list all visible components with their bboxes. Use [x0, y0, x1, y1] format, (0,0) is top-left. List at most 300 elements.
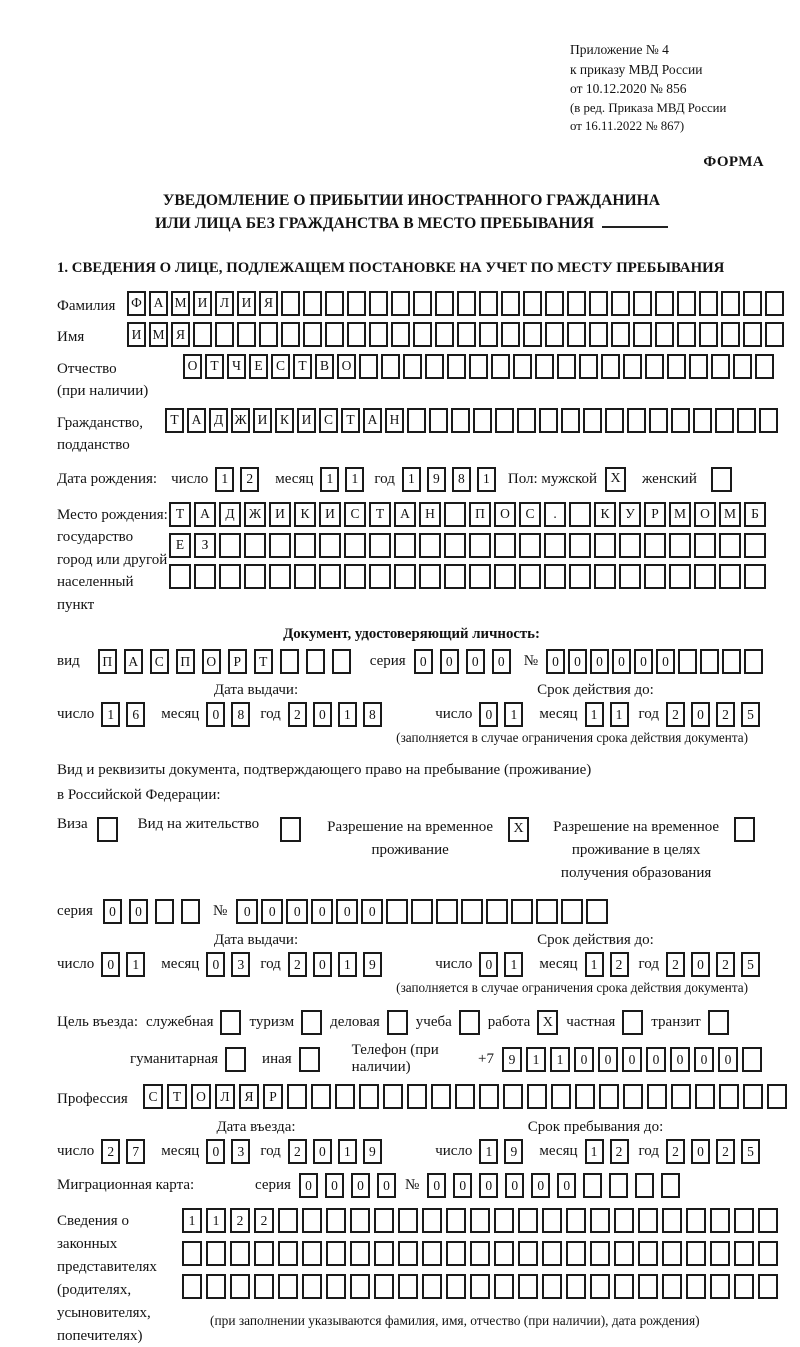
char-cell [294, 564, 316, 589]
char-cell: Я [239, 1084, 259, 1109]
char-cell [470, 1241, 490, 1266]
char-cell [436, 899, 458, 924]
char-cell [734, 1241, 754, 1266]
birth-year-cells [402, 467, 502, 492]
patronymic-row [57, 354, 766, 403]
migration-number-label: № [404, 1176, 420, 1193]
char-cell: 0 [694, 1047, 714, 1072]
birth-place-cells-row3 [169, 564, 769, 589]
appendix-line-1: Приложение № 4 [570, 42, 669, 57]
char-cell [671, 408, 690, 433]
char-cell [557, 354, 576, 379]
char-cell [755, 354, 774, 379]
residence-issue-year-cells [288, 952, 388, 977]
char-cell [561, 408, 580, 433]
residence-doc-dates-row [57, 952, 766, 977]
char-cell [669, 564, 691, 589]
char-cell: 1 [338, 702, 357, 727]
char-cell [193, 322, 212, 347]
entry-date-heading: Дата въезда: [216, 1118, 296, 1135]
char-cell [575, 1084, 595, 1109]
char-cell [369, 322, 388, 347]
char-cell: И [127, 322, 146, 347]
char-cell: Е [169, 533, 191, 558]
char-cell: 3 [231, 1139, 250, 1164]
char-cell: 0 [466, 649, 485, 674]
char-cell [491, 354, 510, 379]
char-cell: 1 [402, 467, 421, 492]
char-cell: 9 [363, 952, 382, 977]
char-cell: Ч [227, 354, 246, 379]
char-cell: 2 [254, 1208, 274, 1233]
entry-day-cells [101, 1139, 151, 1164]
char-cell: М [171, 291, 190, 316]
patronymic-label: Отчество (при наличии) [57, 360, 149, 400]
form-label: ФОРМА [703, 153, 764, 170]
char-cell [391, 322, 410, 347]
char-cell: Т [205, 354, 224, 379]
migration-series-cells [299, 1173, 403, 1198]
purpose-official: служебная [146, 1010, 242, 1035]
birth-month-label: месяц [275, 470, 314, 487]
given-name-cells [127, 322, 787, 347]
char-cell [700, 649, 719, 674]
char-cell [638, 1274, 658, 1299]
char-cell [494, 533, 516, 558]
char-cell [511, 899, 533, 924]
char-cell: Т [293, 354, 312, 379]
char-cell [677, 322, 696, 347]
char-cell: А [149, 291, 168, 316]
char-cell: Я [259, 291, 278, 316]
residence-expiry-month-cells [585, 952, 635, 977]
char-cell: 1 [585, 952, 604, 977]
char-cell: Д [209, 408, 228, 433]
char-cell [425, 354, 444, 379]
char-cell [645, 354, 664, 379]
char-cell: 1 [206, 1208, 226, 1233]
char-cell [281, 291, 300, 316]
identity-doc-row [57, 649, 766, 674]
char-cell [302, 1241, 322, 1266]
title-line-2: ИЛИ ЛИЦА БЕЗ ГРАЖДАНСТВА В МЕСТО ПРЕБЫВАНИЯ [57, 212, 766, 235]
char-cell [744, 533, 766, 558]
stay-until-heading: Срок пребывания до: [527, 1118, 664, 1135]
option-temp-permit [321, 816, 529, 863]
char-cell: У [619, 502, 641, 527]
residence-expiry-day-cells [479, 952, 529, 977]
purpose-row-1 [57, 1010, 766, 1035]
surname-label: Фамилия [57, 297, 116, 314]
char-cell [539, 408, 558, 433]
char-cell [495, 408, 514, 433]
char-cell: А [194, 502, 216, 527]
char-cell [446, 1274, 466, 1299]
char-cell [444, 564, 466, 589]
identity-expiry-day-cells [479, 702, 529, 727]
char-cell: Т [167, 1084, 187, 1109]
char-cell: 0 [691, 702, 710, 727]
char-cell: Т [369, 502, 391, 527]
char-cell [710, 1208, 730, 1233]
char-cell [544, 564, 566, 589]
char-cell: А [187, 408, 206, 433]
char-cell [303, 322, 322, 347]
char-cell [649, 408, 668, 433]
char-cell [319, 564, 341, 589]
char-cell: Р [263, 1084, 283, 1109]
char-cell: 0 [505, 1173, 524, 1198]
title-line-1: УВЕДОМЛЕНИЕ О ПРИБЫТИИ ИНОСТРАННОГО ГРАЖДАНИНА [162, 191, 661, 209]
citizenship-row [57, 408, 766, 457]
char-cell [527, 1084, 547, 1109]
char-cell [744, 649, 763, 674]
char-cell [326, 1208, 346, 1233]
char-cell [523, 291, 542, 316]
char-cell: Т [254, 649, 273, 674]
char-cell: 0 [531, 1173, 550, 1198]
residence-expiry-year-cells [666, 952, 766, 977]
char-cell [254, 1274, 274, 1299]
char-cell [244, 564, 266, 589]
char-cell: 0 [427, 1173, 446, 1198]
char-cell: Л [215, 291, 234, 316]
char-cell: 1 [504, 702, 523, 727]
char-cell: 0 [299, 1173, 318, 1198]
char-cell [479, 322, 498, 347]
char-cell: В [315, 354, 334, 379]
char-cell [662, 1274, 682, 1299]
sex-female-label: женский [642, 470, 697, 487]
char-cell: Р [644, 502, 666, 527]
char-cell: 1 [345, 467, 364, 492]
char-cell [561, 899, 583, 924]
residence-doc-options [57, 816, 766, 886]
char-cell [461, 899, 483, 924]
char-cell [403, 354, 422, 379]
identity-doc-heading: Документ, удостоверяющий личность: [283, 626, 540, 643]
char-cell [219, 533, 241, 558]
char-cell: 1 [479, 1139, 498, 1164]
char-cell: 0 [313, 1139, 332, 1164]
profession-label: Профессия [57, 1091, 128, 1108]
identity-issue-day-cells [101, 702, 151, 727]
purpose-business: деловая [330, 1010, 408, 1035]
identity-doc-date-headings [57, 682, 766, 699]
char-cell [435, 291, 454, 316]
char-cell [407, 1084, 427, 1109]
char-cell: 1 [526, 1047, 546, 1072]
char-cell [699, 322, 718, 347]
residence-permit-checkbox [280, 817, 301, 842]
amendment-line-2: от 16.11.2022 № 867) [570, 119, 685, 134]
migration-series-label: серия [255, 1176, 291, 1193]
residence-number-cells [236, 899, 611, 924]
char-cell [391, 291, 410, 316]
char-cell [374, 1241, 394, 1266]
identity-doc-series-cells [414, 649, 518, 674]
char-cell: Т [341, 408, 360, 433]
char-cell: П [176, 649, 195, 674]
char-cell: 0 [634, 649, 653, 674]
char-cell [429, 408, 448, 433]
char-cell [469, 354, 488, 379]
char-cell: Н [419, 502, 441, 527]
char-cell: О [183, 354, 202, 379]
residence-expiry-heading: Срок действия до: [537, 932, 654, 949]
char-cell: С [143, 1084, 163, 1109]
char-cell: 1 [126, 952, 145, 977]
char-cell [633, 322, 652, 347]
char-cell [611, 322, 630, 347]
char-cell: Н [385, 408, 404, 433]
char-cell [479, 1084, 499, 1109]
residence-issue-date: число 0 1 месяц 0 3 год 2 0 1 9 [57, 952, 435, 977]
char-cell [237, 322, 256, 347]
char-cell: 2 [716, 952, 735, 977]
char-cell [411, 899, 433, 924]
residence-expiry-date: число 0 1 месяц 1 2 год 2 0 2 5 [435, 952, 766, 977]
char-cell [535, 354, 554, 379]
char-cell [230, 1274, 250, 1299]
char-cell [711, 354, 730, 379]
char-cell: 0 [313, 702, 332, 727]
purpose-transit-checkbox [708, 1010, 729, 1035]
char-cell: 1 [215, 467, 234, 492]
identity-issue-month-cells [206, 702, 256, 727]
char-cell [344, 533, 366, 558]
char-cell [155, 899, 174, 924]
char-cell [619, 564, 641, 589]
char-cell: 0 [129, 899, 148, 924]
char-cell [501, 291, 520, 316]
entry-dates-row [57, 1139, 766, 1164]
char-cell [398, 1274, 418, 1299]
stay-month-cells [585, 1139, 635, 1164]
char-cell: 1 [504, 952, 523, 977]
char-cell: 0 [718, 1047, 738, 1072]
char-cell: 6 [126, 702, 145, 727]
char-cell: Ф [127, 291, 146, 316]
char-cell: 0 [670, 1047, 690, 1072]
char-cell: 0 [646, 1047, 666, 1072]
char-cell [386, 899, 408, 924]
char-cell: 2 [716, 702, 735, 727]
char-cell [374, 1274, 394, 1299]
char-cell [306, 649, 325, 674]
char-cell: 0 [691, 1139, 710, 1164]
char-cell [347, 291, 366, 316]
char-cell [734, 1208, 754, 1233]
temp-permit-label: Разрешение на временное проживание [327, 818, 494, 858]
char-cell [350, 1241, 370, 1266]
char-cell: 0 [311, 899, 333, 924]
char-cell [569, 533, 591, 558]
char-cell: 0 [568, 649, 587, 674]
char-cell [302, 1208, 322, 1233]
char-cell [614, 1208, 634, 1233]
char-cell: И [269, 502, 291, 527]
char-cell [422, 1241, 442, 1266]
char-cell: Я [171, 322, 190, 347]
char-cell [694, 533, 716, 558]
temp-permit-checkbox: X [508, 817, 529, 842]
surname-cells [127, 291, 787, 316]
identity-issue-year-cells [288, 702, 388, 727]
char-cell [394, 533, 416, 558]
char-cell [594, 564, 616, 589]
birth-day-label: число [171, 470, 209, 487]
char-cell: А [124, 649, 143, 674]
char-cell [278, 1274, 298, 1299]
char-cell: 0 [453, 1173, 472, 1198]
char-cell [513, 354, 532, 379]
char-cell [494, 1274, 514, 1299]
char-cell: 0 [440, 649, 459, 674]
section1-heading: 1. СВЕДЕНИЯ О ЛИЦЕ, ПОДЛЕЖАЩЕМ ПОСТАНОВКЕ НА УЧЕТ ПО МЕСТУ ПРЕБЫВАНИЯ [57, 259, 725, 276]
char-cell: 0 [622, 1047, 642, 1072]
char-cell [758, 1241, 778, 1266]
birth-place-cells-row2 [169, 533, 769, 558]
char-cell [644, 564, 666, 589]
profession-row [57, 1084, 766, 1111]
char-cell [407, 408, 426, 433]
char-cell [671, 1084, 691, 1109]
char-cell [694, 564, 716, 589]
char-cell [759, 408, 778, 433]
migration-number-cells [427, 1173, 687, 1198]
residence-permit-label: Вид на жительство [137, 815, 260, 832]
patronymic-cells [183, 354, 777, 379]
char-cell: Т [165, 408, 184, 433]
char-cell: 0 [206, 702, 225, 727]
char-cell: 5 [741, 952, 760, 977]
char-cell [369, 291, 388, 316]
char-cell: 5 [741, 1139, 760, 1164]
char-cell [542, 1241, 562, 1266]
purpose-private-checkbox [622, 1010, 643, 1035]
char-cell [347, 322, 366, 347]
entry-date-headings [57, 1119, 766, 1136]
amendment-line-1: (в ред. Приказа МВД России [570, 100, 727, 115]
char-cell: 1 [338, 952, 357, 977]
char-cell [518, 1241, 538, 1266]
representatives-note: (при заполнении указываются фамилия, имя, отчество (при наличии), дата рождения) [210, 1312, 700, 1328]
char-cell [319, 533, 341, 558]
purpose-study: учеба [416, 1010, 480, 1035]
char-cell [269, 533, 291, 558]
residence-doc-note: (заполняется в случае ограничения срока действия документа) [396, 980, 748, 996]
migration-card-row [57, 1173, 766, 1198]
char-cell [583, 1173, 602, 1198]
char-cell [469, 564, 491, 589]
char-cell [494, 1208, 514, 1233]
char-cell: М [149, 322, 168, 347]
char-cell: Т [169, 502, 191, 527]
char-cell [567, 291, 586, 316]
char-cell: Б [744, 502, 766, 527]
purpose-row-2 [130, 1042, 766, 1076]
profession-cells [143, 1084, 791, 1109]
char-cell [435, 322, 454, 347]
char-cell [486, 899, 508, 924]
char-cell [695, 1084, 715, 1109]
char-cell: 0 [479, 952, 498, 977]
char-cell: М [719, 502, 741, 527]
appendix-line-3: от 10.12.2020 № 856 [570, 81, 687, 97]
char-cell: Д [219, 502, 241, 527]
char-cell [374, 1208, 394, 1233]
char-cell [287, 1084, 307, 1109]
purpose-study-checkbox [459, 1010, 480, 1035]
representatives-label: Сведения о законных представителях (родителях, усыновителях, попечителях) [57, 1212, 157, 1344]
char-cell: 8 [363, 702, 382, 727]
representatives-cells [182, 1208, 782, 1329]
char-cell [633, 291, 652, 316]
char-cell: 9 [502, 1047, 522, 1072]
char-cell [219, 564, 241, 589]
char-cell [662, 1241, 682, 1266]
char-cell: 1 [585, 702, 604, 727]
char-cell: 0 [691, 952, 710, 977]
char-cell: М [669, 502, 691, 527]
migration-card-label: Миграционная карта: [57, 1176, 195, 1193]
char-cell [413, 291, 432, 316]
char-cell [743, 322, 762, 347]
char-cell [667, 354, 686, 379]
char-cell [655, 291, 674, 316]
char-cell [413, 322, 432, 347]
purpose-work-checkbox: X [537, 1010, 558, 1035]
char-cell: Р [228, 649, 247, 674]
char-cell [686, 1241, 706, 1266]
char-cell: 0 [479, 1173, 498, 1198]
surname-row [57, 291, 766, 318]
char-cell [381, 354, 400, 379]
char-cell: 2 [610, 952, 629, 977]
residence-issue-day-cells [101, 952, 151, 977]
char-cell [422, 1274, 442, 1299]
char-cell [473, 408, 492, 433]
char-cell: 2 [666, 952, 685, 977]
char-cell [742, 1047, 762, 1072]
char-cell: 1 [477, 467, 496, 492]
char-cell [206, 1241, 226, 1266]
purpose-private: частная [566, 1010, 643, 1035]
char-cell [609, 1173, 628, 1198]
char-cell [455, 1084, 475, 1109]
char-cell [569, 502, 591, 527]
char-cell [635, 1173, 654, 1198]
char-cell [614, 1274, 634, 1299]
char-cell [169, 564, 191, 589]
char-cell: 0 [325, 1173, 344, 1198]
char-cell [722, 649, 741, 674]
char-cell [479, 291, 498, 316]
char-cell [638, 1241, 658, 1266]
char-cell [280, 649, 299, 674]
residence-issue-month-cells [206, 952, 256, 977]
char-cell [398, 1208, 418, 1233]
char-cell [325, 322, 344, 347]
char-cell [469, 533, 491, 558]
citizenship-cells [165, 408, 781, 433]
char-cell [590, 1208, 610, 1233]
char-cell [303, 291, 322, 316]
purpose-label: Цель въезда: [57, 1014, 138, 1031]
char-cell [419, 564, 441, 589]
char-cell [677, 291, 696, 316]
